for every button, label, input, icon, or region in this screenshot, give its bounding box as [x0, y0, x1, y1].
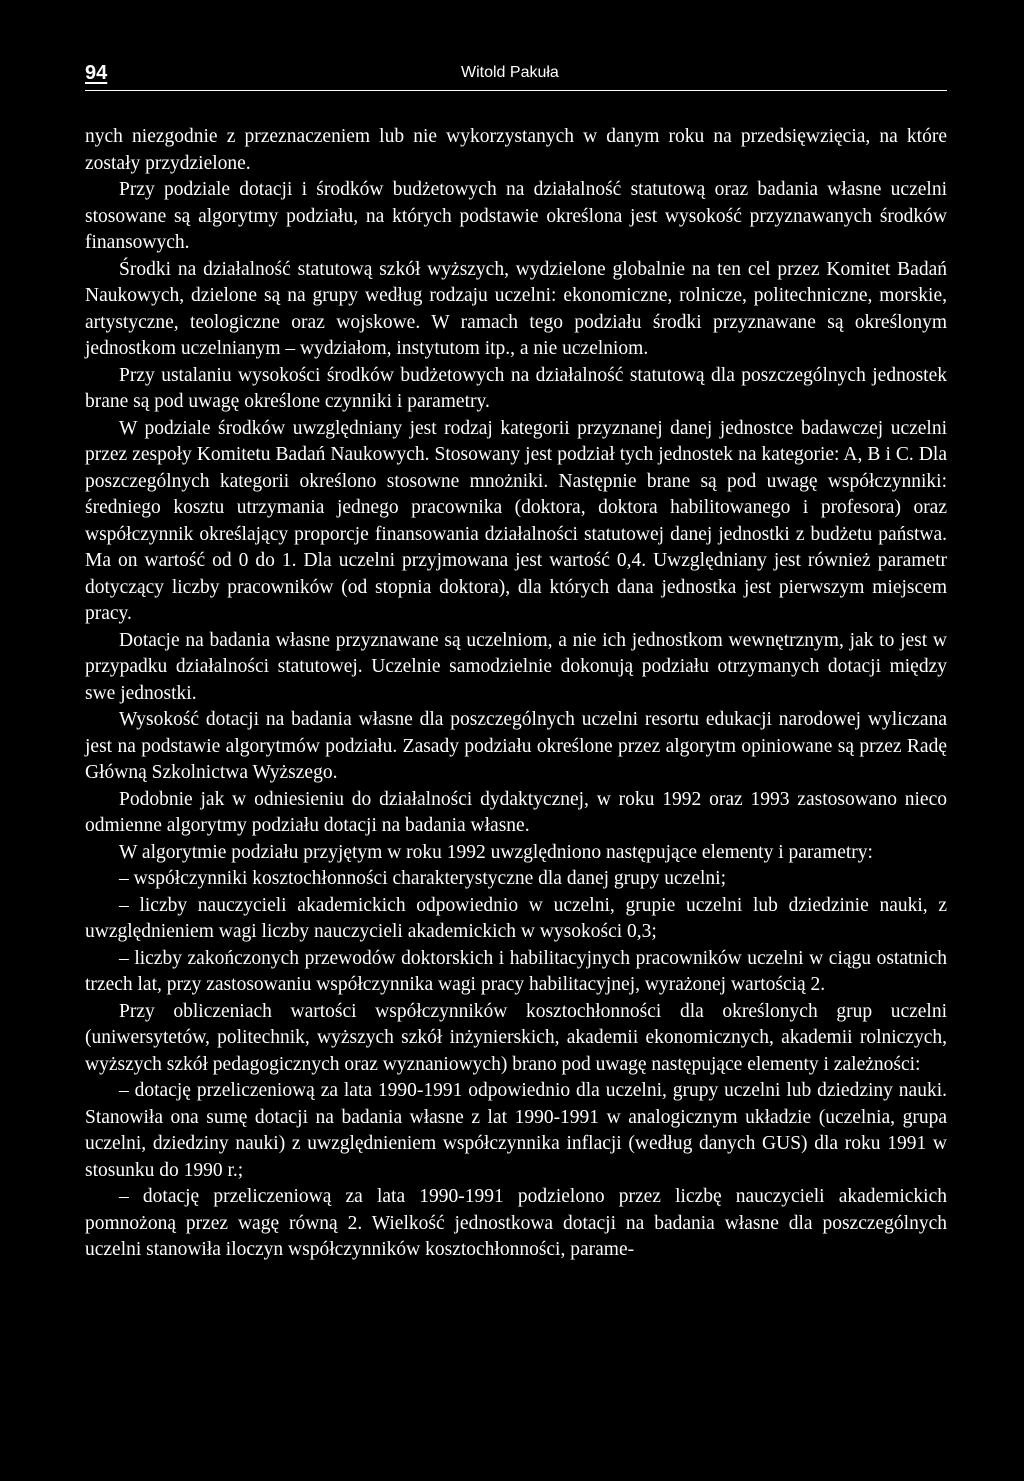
running-head-author: Witold Pakuła	[461, 64, 559, 81]
list-item: – dotację przeliczeniową za lata 1990-1991 odpowiednio dla uczelni, grupy uczelni lub dziedziny nauki. Stanowiła ona sumę dotacji na badania własne z lat 1990-1991 w analogicznym układzie (uczelnia, grupa uczelni, dziedziny nauki) z uwzględnieniem współczynnika inflacji (według danych GUS) dla roku 1991 w stosunku do 1990 r.;	[85, 1080, 947, 1181]
paragraph: Dotacje na badania własne przyznawane są uczelniom, a nie ich jednostkom wewnętrznym, jak to jest w przypadku działalności statutowej. Uczelnie samodzielnie dokonują podziału otrzymanych dotacji między swe jednostki.	[85, 629, 947, 704]
paragraph: Przy obliczeniach wartości współczynników kosztochłonności dla określonych grup uczelni (uniwersytetów, politechnik, wyższych szkół inżynierskich, akademii ekonomicznych, akademii rolniczych, wyższych szkół pedagogicznych oraz wyznaniowych) brano pod uwagę następujące elementy i zależności:	[85, 1000, 947, 1075]
paragraph: W podziale środków uwzględniany jest rodzaj kategorii przyznanej danej jednostce badawczej uczelni przez zespoły Komitetu Badań Naukowych. Stosowany jest podział tych jednostek na kategorie: A, B i C. Dla poszczególnych kategorii określono stosowne mnożniki. Następnie brane są pod uwagę współczynniki: średniego kosztu utrzymania jednego pracownika (doktora, doktora habilitowanego i profesora) oraz współczynnik określający proporcje finansowania działalności statutowej danej jednostki z budżetu państwa. Ma on wartość od 0 do 1. Dla uczelni przyjmowana jest wartość 0,4. Uwzględniany jest również parametr dotyczący liczby pracowników (od stopnia doktora), dla których dana jednostka jest pierwszym miejscem pracy.	[85, 417, 947, 624]
paragraph: Wysokość dotacji na badania własne dla poszczególnych uczelni resortu edukacji narodowej wyliczana jest na podstawie algorytmów podziału. Zasady podziału określone przez algorytm opiniowane są przez Radę Główną Szkolnictwa Wyższego.	[85, 709, 947, 783]
paragraph: Środki na działalność statutową szkół wyższych, wydzielone globalnie na ten cel przez Komitet Badań Naukowych, dzielone są na grupy według rodzaju uczelni: ekonomiczne, rolnicze, politechniczne, morskie, artystyczne, teologiczne oraz wojskowe. W ramach tego podziału środki przyznawane są określonym jednostkom uczelnianym – wydziałom, instytutom itp., a nie uczelniom.	[85, 258, 947, 359]
list-item: – współczynniki kosztochłonności charakterystyczne dla danej grupy uczelni;	[119, 868, 727, 889]
body-text	[85, 124, 947, 1264]
paragraph: Przy podziale dotacji i środków budżetowych na działalność statutową oraz badania własne uczelni stosowane są algorytmy podziału, na których podstawie określona jest wysokość przyznawanych środków finansowych.	[85, 179, 947, 253]
list-item: – liczby zakończonych przewodów doktorskich i habilitacyjnych pracowników uczelni w ciągu ostatnich trzech lat, przy zastosowaniu współczynnika wagi pracy habilitacyjnej, wyrażonej wartością 2.	[85, 947, 947, 995]
list-item: – liczby nauczycieli akademickich odpowiednio w uczelni, grupie uczelni lub dziedzinie nauki, z uwzględnieniem wagi liczby nauczycieli akademickich w wysokości 0,3;	[85, 894, 947, 942]
paragraph: Przy ustalaniu wysokości środków budżetowych na działalność statutową dla poszczególnych jednostek brane są pod uwagę określone czynniki i parametry.	[85, 364, 947, 412]
paragraph: nych niezgodnie z przeznaczeniem lub nie wykorzystanych w danym roku na przedsięwzięcia, na które zostały przydzielone.	[85, 126, 947, 174]
page-number: 94	[85, 62, 108, 84]
paragraph: W algorytmie podziału przyjętym w roku 1992 uwzględniono następujące elementy i parametry:	[119, 841, 873, 863]
paragraph: Podobnie jak w odniesieniu do działalności dydaktycznej, w roku 1992 oraz 1993 zastosowano nieco odmienne algorytmy podziału dotacji na badania własne.	[85, 788, 947, 836]
list-item: – dotację przeliczeniową za lata 1990-1991 podzielono przez liczbę nauczycieli akademickich pomnożoną przez wagę równą 2. Wielkość jednostkowa dotacji na badania własne dla poszczególnych uczelni stanowiła iloczyn współczynników kosztochłonności, parame-	[85, 1186, 947, 1260]
page-header	[85, 60, 947, 91]
